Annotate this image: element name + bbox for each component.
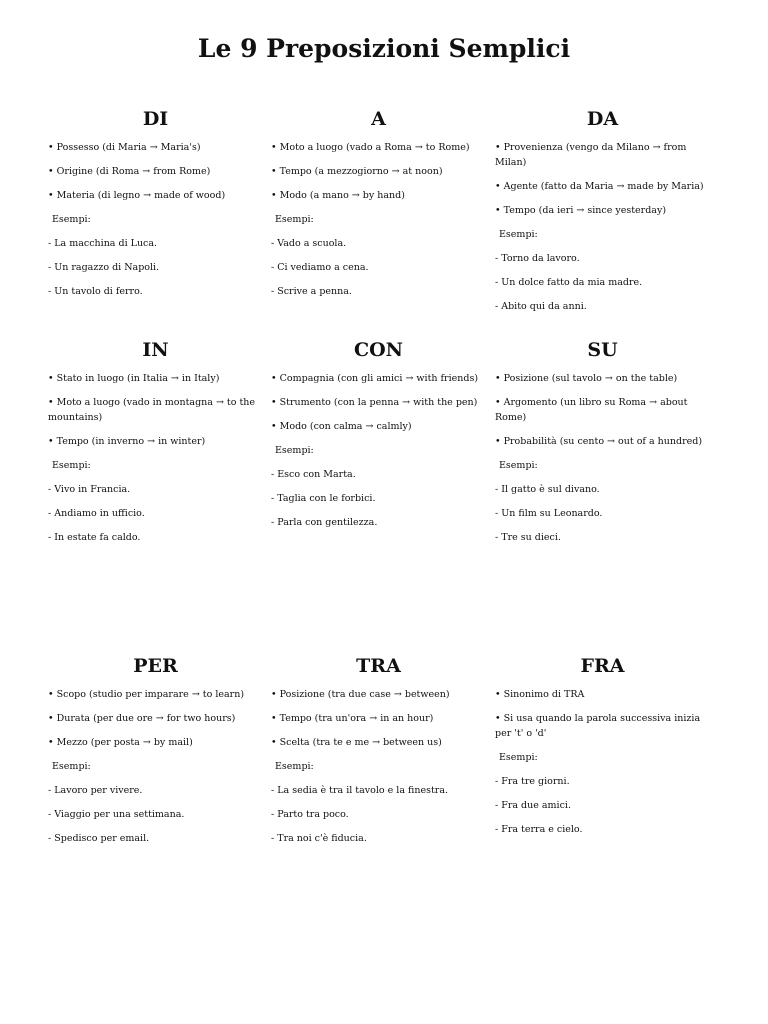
section-fra [495, 651, 710, 846]
section-su [495, 335, 710, 554]
example-sentence: - Viaggio per una settimana. [48, 809, 185, 820]
section-lines [495, 371, 710, 545]
example-sentence: - Tra noi c'è fiducia. [271, 833, 367, 844]
bullet-point: • Possesso (di Maria → Maria's) [48, 142, 201, 153]
section-lines [48, 140, 263, 299]
bullet-point: • Origine (di Roma → from Rome) [48, 166, 211, 177]
example-sentence: - Il gatto è sul divano. [495, 484, 600, 495]
bullet-point: • Agente (fatto da Maria → made by Maria) [495, 181, 704, 192]
bullet-point: • Posizione (tra due case → between) [271, 689, 450, 700]
example-sentence: - Lavoro per vivere. [48, 785, 143, 796]
bullet-point: • Tempo (in inverno → in winter) [48, 436, 206, 447]
example-sentence: - Abito qui da anni. [495, 301, 587, 312]
example-sentence: - Un ragazzo di Napoli. [48, 262, 160, 273]
example-sentence: - Vado a scuola. [271, 238, 347, 249]
section-lines [271, 371, 486, 530]
example-sentence: - Fra terra e cielo. [495, 824, 583, 835]
example-sentence: - Fra tre giorni. [495, 776, 570, 787]
bullet-point: • Compagnia (con gli amici → with friends) [271, 373, 479, 384]
bullet-point: • Posizione (sul tavolo → on the table) [495, 373, 678, 384]
example-sentence: - La macchina di Luca. [48, 238, 158, 249]
section-heading: TRA [356, 655, 401, 677]
example-sentence: - Ci vediamo a cena. [271, 262, 369, 273]
bullet-point: • Durata (per due ore → for two hours) [48, 713, 236, 724]
section-in [48, 335, 263, 554]
examples-label: Esempi: [52, 761, 91, 772]
example-sentence: - In estate fa caldo. [48, 532, 141, 543]
section-lines [271, 140, 486, 299]
section-heading: CON [353, 339, 404, 361]
section-di [48, 104, 263, 308]
section-heading: DA [586, 108, 619, 130]
section-a [271, 104, 486, 308]
section-lines [271, 687, 486, 846]
examples-label: Esempi: [52, 214, 91, 225]
examples-label: Esempi: [52, 460, 91, 471]
section-heading: DI [142, 108, 169, 130]
section-lines [48, 371, 263, 545]
section-heading: SU [587, 339, 618, 361]
section-per [48, 651, 263, 855]
bullet-point: • Argomento (un libro su Roma → about Rome) [495, 397, 688, 423]
bullet-point: • Materia (di legno → made of wood) [48, 190, 226, 201]
bullet-point: • Mezzo (per posta → by mail) [48, 737, 193, 748]
example-sentence: - Parto tra poco. [271, 809, 349, 820]
bullet-point: • Sinonimo di TRA [495, 689, 585, 700]
examples-label: Esempi: [275, 214, 314, 225]
bullet-point: • Modo (con calma → calmly) [271, 421, 412, 432]
page-title: Le 9 Preposizioni Semplici [197, 34, 571, 63]
example-sentence: - La sedia è tra il tavolo e la finestra. [271, 785, 449, 796]
example-sentence: - Taglia con le forbici. [271, 493, 376, 504]
bullet-point: • Scelta (tra te e me → between us) [271, 737, 442, 748]
example-sentence: - Parla con gentilezza. [271, 517, 378, 528]
examples-label: Esempi: [499, 229, 538, 240]
bullet-point: • Tempo (a mezzogiorno → at noon) [271, 166, 443, 177]
bullet-point: • Stato in luogo (in Italia → in Italy) [48, 373, 220, 384]
example-sentence: - Un dolce fatto da mia madre. [495, 277, 643, 288]
example-sentence: - Esco con Marta. [271, 469, 356, 480]
bullet-point: • Provenienza (vengo da Milano → from Milan) [495, 142, 687, 168]
example-sentence: - Torno da lavoro. [495, 253, 580, 264]
section-da [495, 104, 710, 323]
bullet-point: • Scopo (studio per imparare → to learn) [48, 689, 245, 700]
bullet-point: • Tempo (da ieri → since yesterday) [495, 205, 667, 216]
bullet-point: • Moto a luogo (vado in montagna → to the mountains) [48, 397, 256, 423]
section-con [271, 335, 486, 539]
example-sentence: - Un tavolo di ferro. [48, 286, 143, 297]
example-sentence: - Scrive a penna. [271, 286, 352, 297]
section-lines [48, 687, 263, 846]
section-heading: FRA [580, 655, 625, 677]
example-sentence: - Spedisco per email. [48, 833, 150, 844]
example-sentence: - Tre su dieci. [495, 532, 561, 543]
section-heading: IN [142, 339, 169, 361]
bullet-point: • Moto a luogo (vado a Roma → to Rome) [271, 142, 470, 153]
section-lines [495, 140, 710, 314]
example-sentence: - Un film su Leonardo. [495, 508, 603, 519]
examples-label: Esempi: [499, 460, 538, 471]
section-heading: A [371, 108, 386, 130]
section-heading: PER [133, 655, 178, 677]
bullet-point: • Tempo (tra un'ora → in an hour) [271, 713, 434, 724]
bullet-point: • Probabilità (su cento → out of a hundred) [495, 436, 703, 447]
example-sentence: - Vivo in Francia. [48, 484, 131, 495]
section-tra [271, 651, 486, 855]
bullet-point: • Modo (a mano → by hand) [271, 190, 405, 201]
bullet-point: • Si usa quando la parola successiva inizia per 't' o 'd' [495, 713, 701, 739]
example-sentence: - Andiamo in ufficio. [48, 508, 145, 519]
examples-label: Esempi: [499, 752, 538, 763]
example-sentence: - Fra due amici. [495, 800, 571, 811]
bullet-point: • Strumento (con la penna → with the pen) [271, 397, 478, 408]
examples-label: Esempi: [275, 445, 314, 456]
section-lines [495, 687, 710, 837]
examples-label: Esempi: [275, 761, 314, 772]
